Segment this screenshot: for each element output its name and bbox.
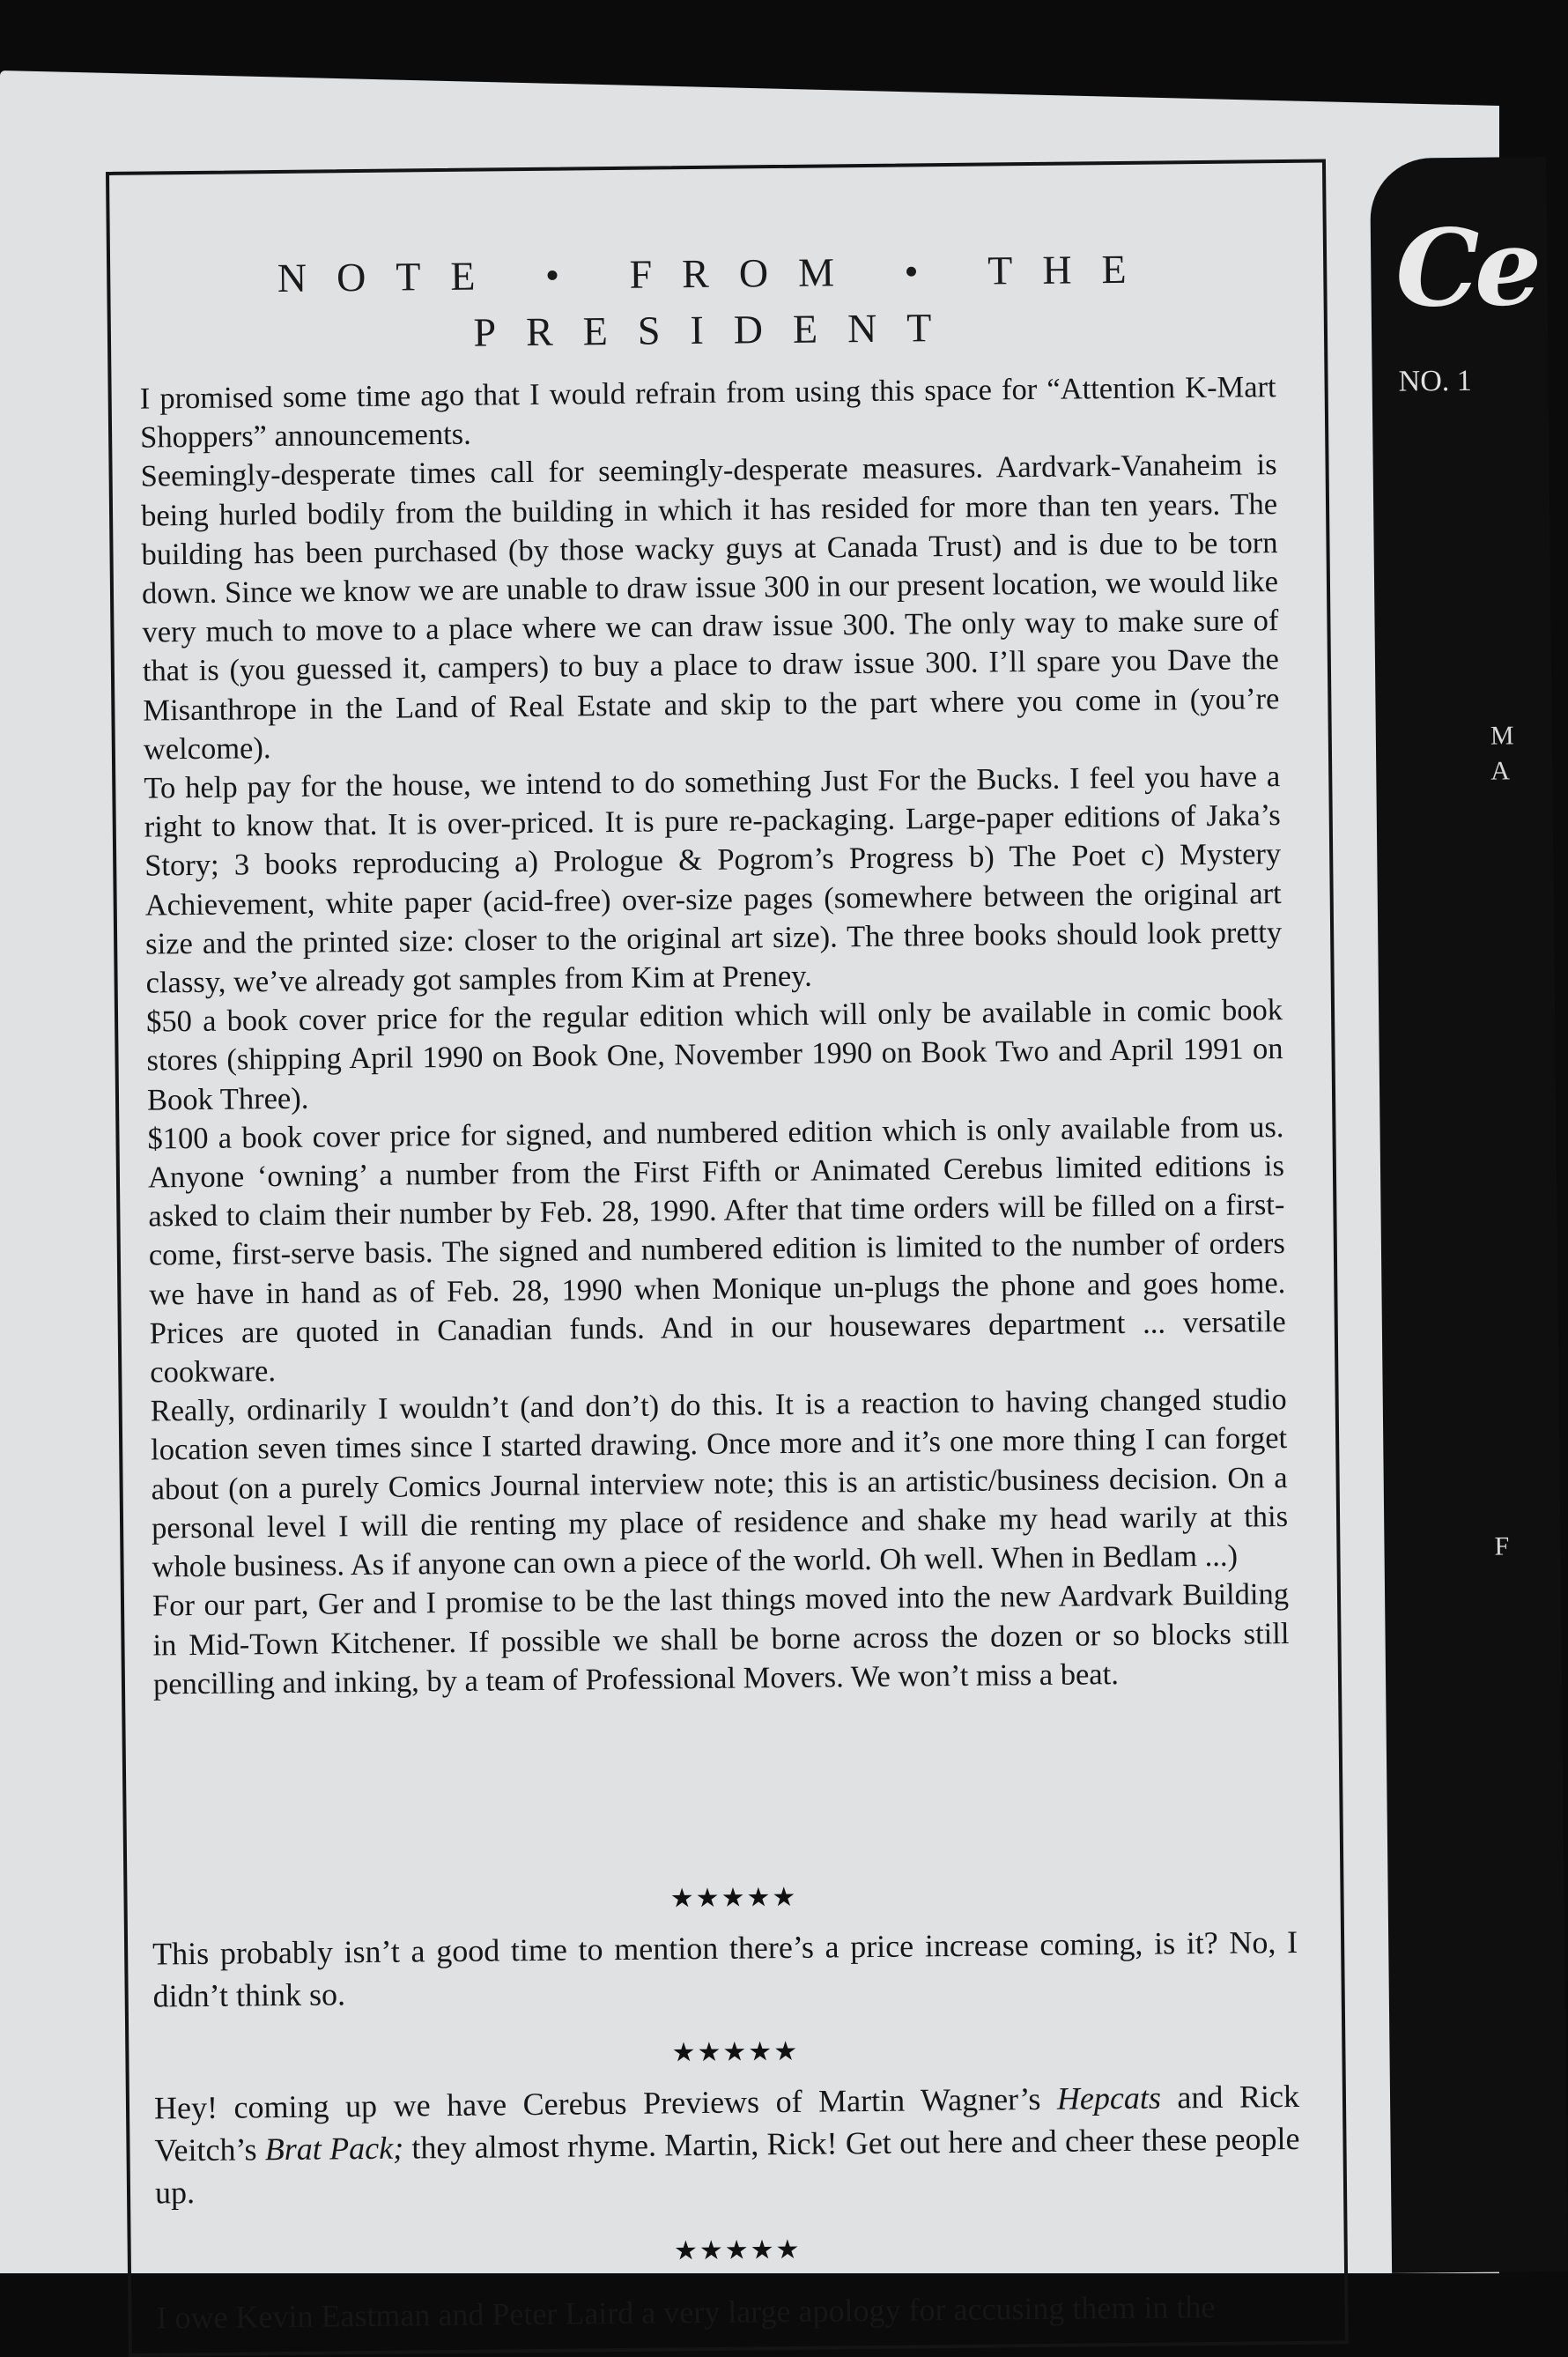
paragraph-5: $100 a book cover price for signed, and numbered edition which is only available from us. Anyone ‘owning’ a number from the First Fifth or Animated Cerebus limited editions is asked to claim their number by Feb. 28, 1990. After that time orders will be filled on a first-come, first-serve basis. The signed and numbered edition is limited to the number of orders we have in hand as of Feb. 28, 1990 when Monique un-plugs the phone and goes home. Prices are quoted in Canadian funds. And in our housewares department ... versatile cookware. [147,1109,1286,1390]
issue-number-fragment: NO. 1 [1398,364,1472,398]
star-separator-1: ★★★★★ [669,1881,798,1915]
previews-note [154,2075,1300,2214]
star-separator-2: ★★★★★ [671,2035,800,2069]
text-fragment-m: M [1490,721,1514,751]
paragraph-7: For our part, Ger and I promise to be the last things moved into the new Aardvark Building in Mid-Town Kitchener. If possible we shall be borne across the dozen or so blocks still pencilling and inking, by a team of Professional Movers. We won’t miss a beat. [152,1577,1290,1701]
previews-text-c: and Rick Veitch’s [154,2078,1300,2168]
previews-text-e: they almost rhyme. Martin, Rick! Get out here and cheer these people up. [154,2120,1300,2211]
paragraph-1: I promised some time ago that I would refrain from using this space for “Attention K-Mart Shoppers” announcements. [139,370,1276,455]
paragraph-2: Seemingly-desperate times call for seemingly-desperate measures. Aardvark-Vanaheim is being hurled bodily from the building in which it has resided for more than ten years. The building has been purchased (by those wacky guys at Canada Trust) and is due to be torn down. Since we know we are unable to draw issue 300 in our present location, we would like very much to move to a place where we can draw issue 300. The only way to make sure of that is (you guessed it, campers) to buy a place to draw issue 300. I’ll spare you Dave the Misanthrope in the Land of Real Estate and skip to the part where you come in (you’re welcome). [140,448,1280,767]
text-fragment-f: F [1494,1531,1510,1561]
paragraph-4: $50 a book cover price for the regular edition which will only be available in comic book stores (shipping April 1990 on Book One, November 1990 on Book Two and April 1991 on Book Three). [145,993,1283,1117]
note-box [106,159,1349,2356]
previews-title-hepcats: Hepcats [1056,2079,1162,2116]
note-title-line1: NOTE • FROM • THE [277,246,1157,300]
note-body [139,367,1290,1703]
text-fragment-a: A [1490,756,1511,786]
cerebus-logo-fragment: Ce [1394,205,1537,331]
paragraph-6: Really, ordinarily I wouldn’t (and don’t) do this. It is a reaction to having changed studio location seven times since I started drawing. Once more and it’s one more thing I can forget about (on a purely Comics Journal interview note; this is an artistic/business decision. On a personal level I will die renting my place of residence and shake my head warily at this whole business. As if anyone can own a piece of the world. Oh well. When in Bedlam ...) [150,1382,1289,1584]
note-title-line2: PRESIDENT [473,304,962,355]
paragraph-3: To help pay for the house, we intend to do something Just For the Bucks. I feel you have a right to know that. It is over-priced. It is pure re-packaging. Large-paper editions of Jaka’s Story; 3 books reproducing a) Prologue & Pogrom’s Progress b) The Poet c) Mystery Achievement, white paper (acid-free) over-size pages (somewhere between the original art size and the printed size: closer to the original art size). The three books should look pretty classy, we’ve already got samples from Kim at Preney. [144,760,1283,1000]
previews-title-brat-pack: Brat Pack; [264,2130,404,2168]
star-separator-3: ★★★★★ [673,2234,802,2267]
price-increase-note: This probably isn’t a good time to mention there’s a price increase coming, is it? No, I didn’t think so. [152,1923,1298,2014]
right-panel [1370,157,1568,2273]
apology-note: I owe Kevin Eastman and Peter Laird a very large apology for accusing them in the [156,2288,1216,2336]
previews-text-a: Hey! coming up we have Cerebus Previews of Martin Wagner’s [153,2080,1058,2126]
